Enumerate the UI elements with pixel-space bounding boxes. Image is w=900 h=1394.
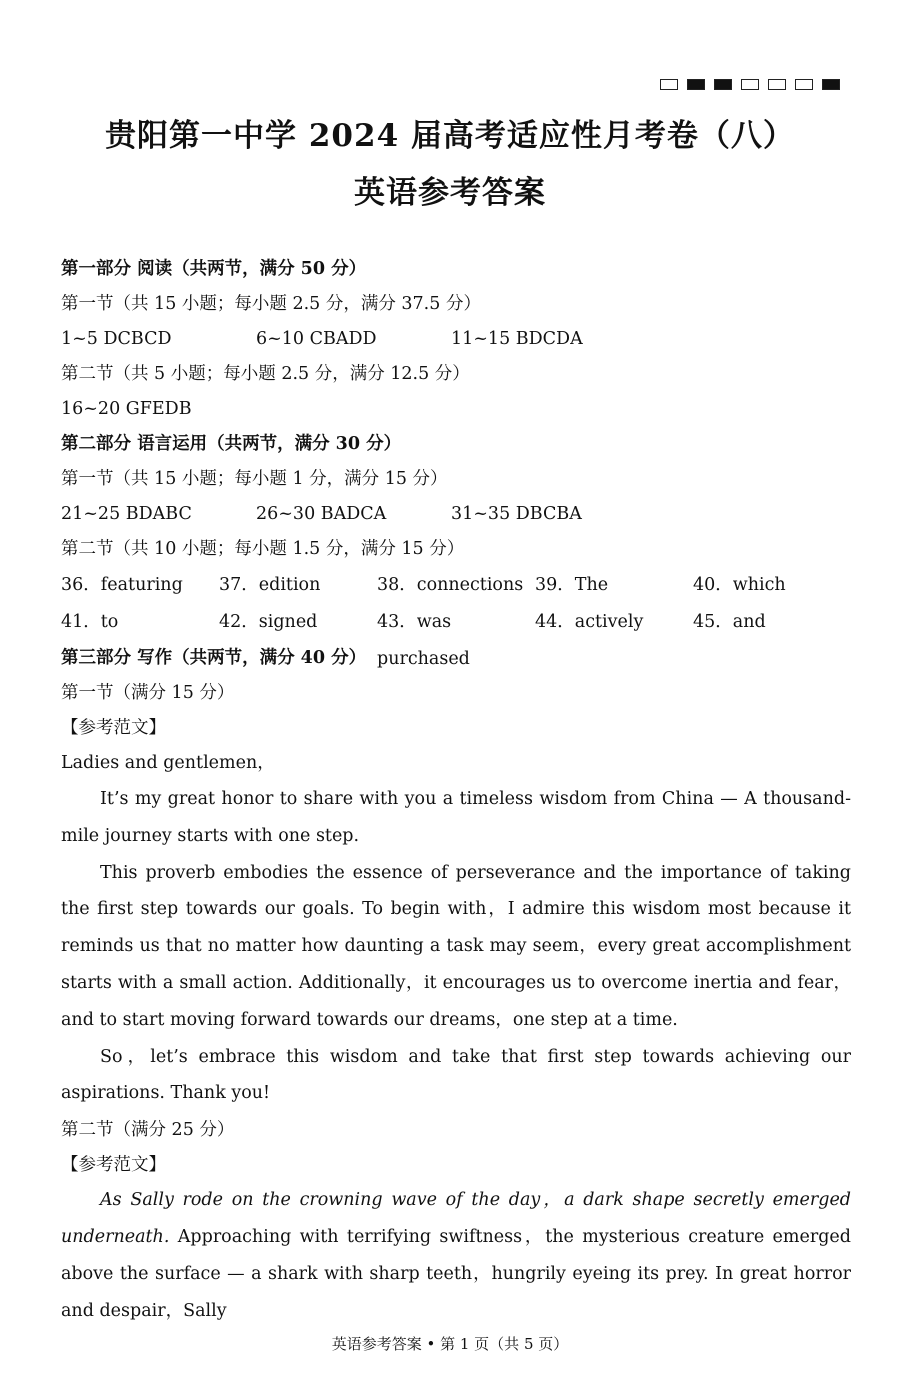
page-title: 贵阳第一中学 2024 届高考适应性月考卷（八） (105, 118, 795, 154)
part2-sec1-answers (61, 497, 851, 532)
part1-sec2-answers: 16~20 GFEDB (61, 399, 192, 419)
answer-content (61, 252, 851, 1329)
mark-box (822, 79, 840, 90)
fill-answer: 41．to (61, 612, 119, 632)
part3-heading: 第三部分 写作（共两节，满分 40 分） (61, 648, 367, 668)
fill-answer: 44．actively (535, 612, 644, 632)
answer-group: 26~30 BADCA (256, 504, 387, 524)
mark-box (660, 79, 678, 90)
fill-answer: 45．and (693, 612, 766, 632)
part3-sec1-heading: 第一节（满分 15 分） (61, 683, 235, 703)
answer-group: 11~15 BDCDA (451, 329, 583, 349)
fill-answer: 37．edition (219, 575, 321, 595)
answer-sheet-marks (660, 79, 840, 90)
answer-group: 21~25 BDABC (61, 504, 192, 524)
part1-sec1-answers (61, 322, 851, 357)
given-sentence: As Sally rode on the crowning wave of the day，a dark shape secretly emerged underneath. (61, 1190, 851, 1247)
fill-answer: 40．which (693, 575, 786, 595)
answer-group: 31~35 DBCBA (451, 504, 582, 524)
part1-sec1-heading: 第一节（共 15 小题；每小题 2.5 分，满分 37.5 分） (61, 294, 481, 314)
essay-paragraph: It’s my great honor to share with you a timeless wisdom from China — A thousand-mile journey starts with one step. (61, 789, 851, 846)
answer-group: 1~5 DCBCD (61, 329, 172, 349)
part3-sec2-heading: 第二节（满分 25 分） (61, 1120, 235, 1141)
essay-paragraph: This proverb embodies the essence of perseverance and the importance of taking the first step towards our goals. To begin with，I admire this wisdom most because it reminds us that no matter how daunting a task may seem，every great accomplishment starts with a small action. Additionally，it encourages us to overcome inertia and fear，and to start moving forward towards our dreams，one step at a time. (61, 862, 851, 1030)
mark-box (687, 79, 705, 90)
answer-group: 6~10 CBADD (256, 329, 377, 349)
mark-box (741, 79, 759, 90)
part2-sec1-heading: 第一节（共 15 小题；每小题 1 分，满分 15 分） (61, 469, 448, 489)
fill-answer: 39．The (535, 575, 609, 595)
mark-box (795, 79, 813, 90)
part1-sec2-heading: 第二节（共 5 小题；每小题 2.5 分，满分 12.5 分） (61, 364, 470, 384)
mark-box (714, 79, 732, 90)
fill-answers-row (61, 567, 851, 604)
fill-answer: 43．was purchased (377, 612, 470, 669)
part2-heading: 第二部分 语言运用（共两节，满分 30 分） (61, 434, 402, 454)
mark-box (768, 79, 786, 90)
sample-label: 【参考范文】 (61, 718, 166, 738)
part2-sec2-heading: 第二节（共 10 小题；每小题 1.5 分，满分 15 分） (61, 539, 465, 559)
page-footer: 英语参考答案 • 第 1 页（共 5 页） (331, 1335, 569, 1353)
fill-answer: 36．featuring (61, 575, 183, 595)
story-paragraph (61, 1182, 851, 1329)
essay-paragraph: So，let’s embrace this wisdom and take that first step towards achieving our aspirations. Thank you! (61, 1046, 851, 1104)
fill-answer: 38．connections (377, 575, 524, 595)
continuation-text: Approaching with terrifying swiftness，the mysterious creature emerged above the surface — a shark with sharp teeth，hungrily eyeing its prey. In great horror and despair，Sally (61, 1226, 851, 1321)
part1-heading: 第一部分 阅读（共两节，满分 50 分） (61, 259, 367, 279)
fill-answer: 42．signed (219, 612, 318, 632)
sample-label: 【参考范文】 (61, 1155, 166, 1176)
essay-greeting: Ladies and gentlemen， (61, 753, 275, 773)
page-subtitle: 英语参考答案 (354, 175, 546, 211)
